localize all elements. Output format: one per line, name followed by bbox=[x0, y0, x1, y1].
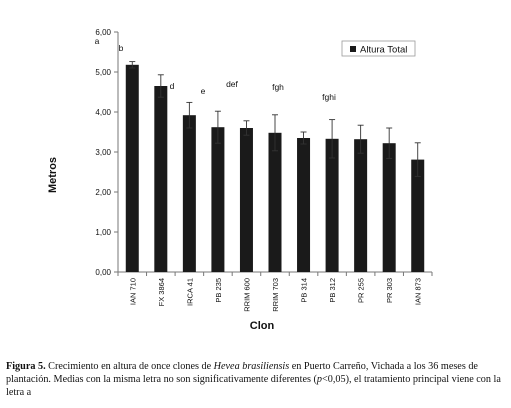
bar bbox=[297, 138, 310, 272]
x-tick-label: IRCA 41 bbox=[185, 278, 195, 306]
x-tick-label: PB 235 bbox=[213, 278, 223, 303]
x-axis-title: Clon bbox=[249, 320, 275, 332]
y-tick-label: 4,00 bbox=[95, 108, 111, 117]
caption-label: Figura 5. bbox=[6, 361, 46, 372]
bars bbox=[126, 65, 424, 272]
x-tick-label: FX 3864 bbox=[156, 278, 166, 307]
bar bbox=[240, 128, 253, 272]
y-axis bbox=[95, 28, 118, 277]
y-tick-label: 5,00 bbox=[95, 68, 111, 77]
significance-letter: d bbox=[169, 81, 175, 91]
significance-letter: fgh bbox=[272, 82, 284, 92]
legend bbox=[342, 41, 415, 56]
x-tick-label: IAN 873 bbox=[413, 278, 423, 306]
bar bbox=[354, 139, 367, 272]
x-tick-label: RRIM 703 bbox=[271, 278, 280, 312]
x-tick-label: PB 314 bbox=[299, 278, 309, 303]
x-tick-label: PR 255 bbox=[356, 278, 366, 304]
significance-letter: fghi bbox=[322, 92, 336, 102]
caption-text-1: Crecimiento en altura de once clones de bbox=[45, 361, 214, 372]
significance-letter: a bbox=[94, 36, 100, 46]
y-tick-label: 1,00 bbox=[95, 228, 111, 237]
significance-letter: e bbox=[200, 86, 206, 96]
x-tick-label: RRIM 600 bbox=[242, 278, 252, 312]
significance-letter: b bbox=[118, 43, 124, 53]
bar bbox=[126, 65, 139, 272]
y-tick-label: 0,00 bbox=[95, 268, 111, 277]
figure-caption bbox=[6, 360, 506, 399]
y-axis-title: Metros bbox=[47, 156, 59, 194]
y-tick-label: 2,00 bbox=[95, 188, 111, 197]
bar bbox=[211, 127, 224, 272]
caption-text-2: en Puerto Carreño, Vichada a los 36 meses de plantación. Medias con la misma letra no son significativamente diferentes ( bbox=[6, 361, 478, 385]
significance-letter: def bbox=[226, 79, 238, 89]
bar bbox=[183, 115, 196, 272]
bar bbox=[154, 86, 167, 272]
caption-species: Hevea brasiliensis bbox=[213, 361, 290, 372]
y-tick-label: 3,00 bbox=[95, 148, 111, 157]
bar bbox=[383, 143, 396, 272]
x-tick-label: PR 303 bbox=[385, 278, 395, 304]
legend-swatch bbox=[350, 46, 356, 52]
x-axis bbox=[118, 272, 432, 312]
legend-label: Altura Total bbox=[360, 44, 408, 56]
caption-p-symbol: p bbox=[316, 374, 322, 385]
x-tick-label: PB 312 bbox=[328, 278, 338, 303]
caption-text-3: <0,05), el tratamiento principal viene con la letra a bbox=[6, 374, 501, 398]
bar bbox=[269, 133, 282, 272]
x-tick-label: IAN 710 bbox=[128, 278, 138, 306]
y-tick-label: 6,00 bbox=[95, 28, 111, 37]
bar bbox=[326, 139, 339, 272]
